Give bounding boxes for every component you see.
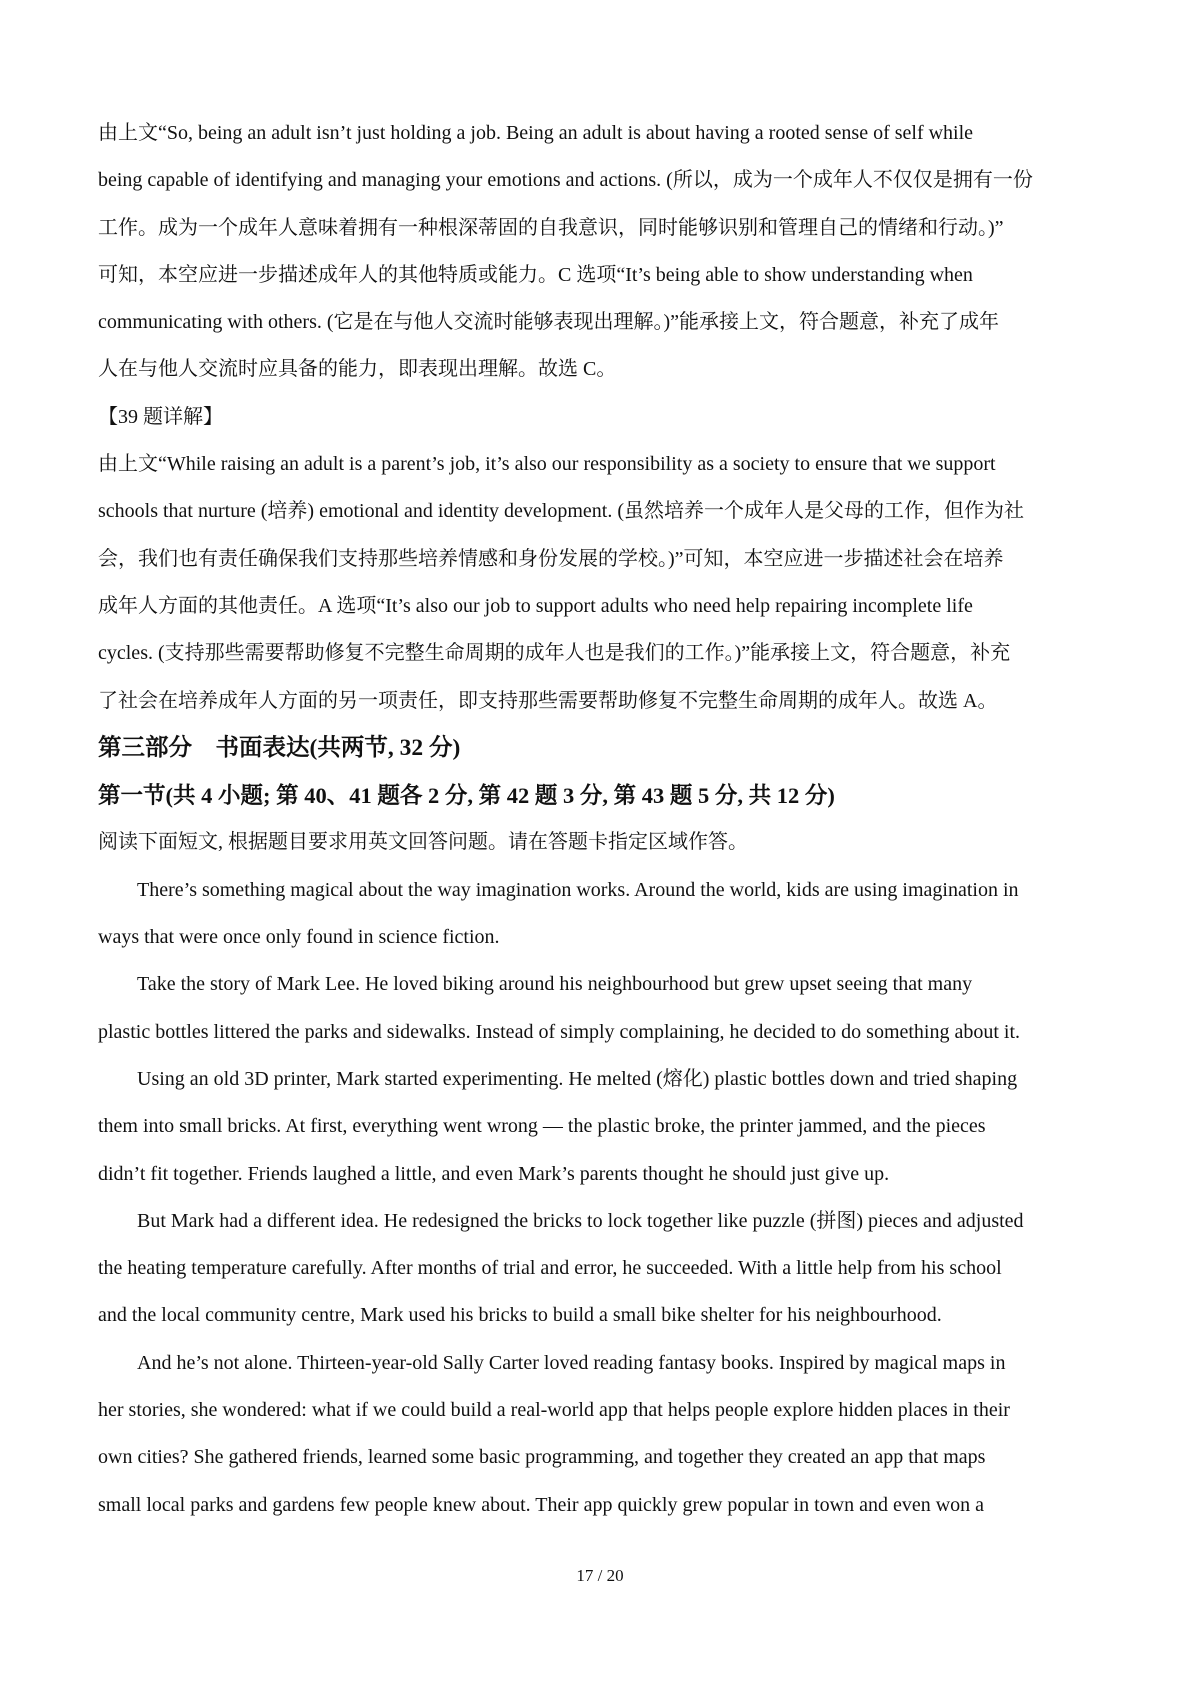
passage-line: ways that were once only found in science fiction. bbox=[98, 926, 500, 949]
passage-line: There’s something magical about the way imagination works. Around the world, kids are using imagination in bbox=[137, 878, 1019, 901]
passage-line: Using an old 3D printer, Mark started experimenting. He melted (熔化) plastic bottles down and tried shaping bbox=[137, 1067, 1018, 1090]
q38-analysis-line: 工作。成为一个成年人意味着拥有一种根深蒂固的自我意识，同时能够识别和管理自己的情绪和行动。)” bbox=[98, 216, 1004, 239]
passage-line: But Mark had a different idea. He redesigned the bricks to lock together like puzzle (拼图) pieces and adjusted bbox=[137, 1209, 1024, 1232]
passage-line: Take the story of Mark Lee. He loved biking around his neighbourhood but grew upset seeing that many bbox=[137, 973, 973, 996]
q39-analysis-heading: 【39 题详解】 bbox=[98, 405, 223, 428]
q39-analysis-line: 成年人方面的其他责任。A 选项“It’s also our job to support adults who need help repairing incomplete life bbox=[98, 594, 973, 617]
instructions-line: 阅读下面短文, 根据题目要求用英文回答问题。请在答题卡指定区域作答。 bbox=[98, 831, 748, 854]
q38-analysis-line: 可知，本空应进一步描述成年人的其他特质或能力。C 选项“It’s being able to show understanding when bbox=[98, 263, 973, 286]
part3-section-heading: 第三部分 书面表达(共两节, 32 分) bbox=[98, 734, 461, 761]
passage-line: them into small bricks. At first, everything went wrong — the plastic broke, the printer jammed, and the pieces bbox=[98, 1115, 986, 1138]
passage-line: her stories, she wondered: what if we could build a real-world app that helps people explore hidden places in their bbox=[98, 1399, 1010, 1422]
section1-subheading: 第一节(共 4 小题; 第 40、41 题各 2 分, 第 42 题 3 分, 第 43 题 5 分, 共 12 分) bbox=[98, 783, 835, 809]
q39-analysis-line: 由上文“While raising an adult is a parent’s job, it’s also our responsibility as a society to ensure that we support bbox=[98, 453, 996, 476]
passage-line: small local parks and gardens few people knew about. Their app quickly grew popular in town and even won a bbox=[98, 1493, 985, 1516]
q38-analysis-line: being capable of identifying and managing your emotions and actions. (所以，成为一个成年人不仅仅是拥有一份 bbox=[98, 169, 1033, 192]
passage-line: didn’t fit together. Friends laughed a little, and even Mark’s parents thought he should just give up. bbox=[98, 1162, 890, 1185]
q38-analysis-line: 人在与他人交流时应具备的能力，即表现出理解。故选 C。 bbox=[98, 358, 617, 381]
page-body bbox=[98, 110, 1110, 1529]
q39-analysis-line: 了社会在培养成年人方面的另一项责任，即支持那些需要帮助修复不完整生命周期的成年人。故选 A。 bbox=[98, 689, 998, 712]
passage-line: own cities? She gathered friends, learned some basic programming, and together they created an app that maps bbox=[98, 1446, 986, 1469]
q38-analysis-line: 由上文“So, being an adult isn’t just holding a job. Being an adult is about having a rooted sense of self while bbox=[98, 122, 974, 144]
q39-analysis-line: cycles. (支持那些需要帮助修复不完整生命周期的成年人也是我们的工作。)”能承接上文，符合题意，补充 bbox=[98, 642, 1011, 665]
page-number: 17 / 20 bbox=[576, 1566, 624, 1585]
q39-analysis-line: schools that nurture (培养) emotional and identity development. (虽然培养一个成年人是父母的工作，但作为社 bbox=[98, 500, 1024, 523]
q39-analysis-line: 会，我们也有责任确保我们支持那些培养情感和身份发展的学校。)”可知，本空应进一步描述社会在培养 bbox=[98, 547, 1004, 570]
passage-line: and the local community centre, Mark used his bricks to build a small bike shelter for his neighbourhood. bbox=[98, 1304, 942, 1327]
q38-analysis-line: communicating with others. (它是在与他人交流时能够表现出理解。)”能承接上文，符合题意，补充了成年 bbox=[98, 311, 1000, 334]
passage-line: plastic bottles littered the parks and sidewalks. Instead of simply complaining, he decided to do something about it. bbox=[98, 1020, 1021, 1043]
passage-line: the heating temperature carefully. After months of trial and error, he succeeded. With a little help from his school bbox=[98, 1257, 1002, 1280]
passage-line: And he’s not alone. Thirteen-year-old Sally Carter loved reading fantasy books. Inspired by magical maps in bbox=[137, 1351, 1006, 1374]
